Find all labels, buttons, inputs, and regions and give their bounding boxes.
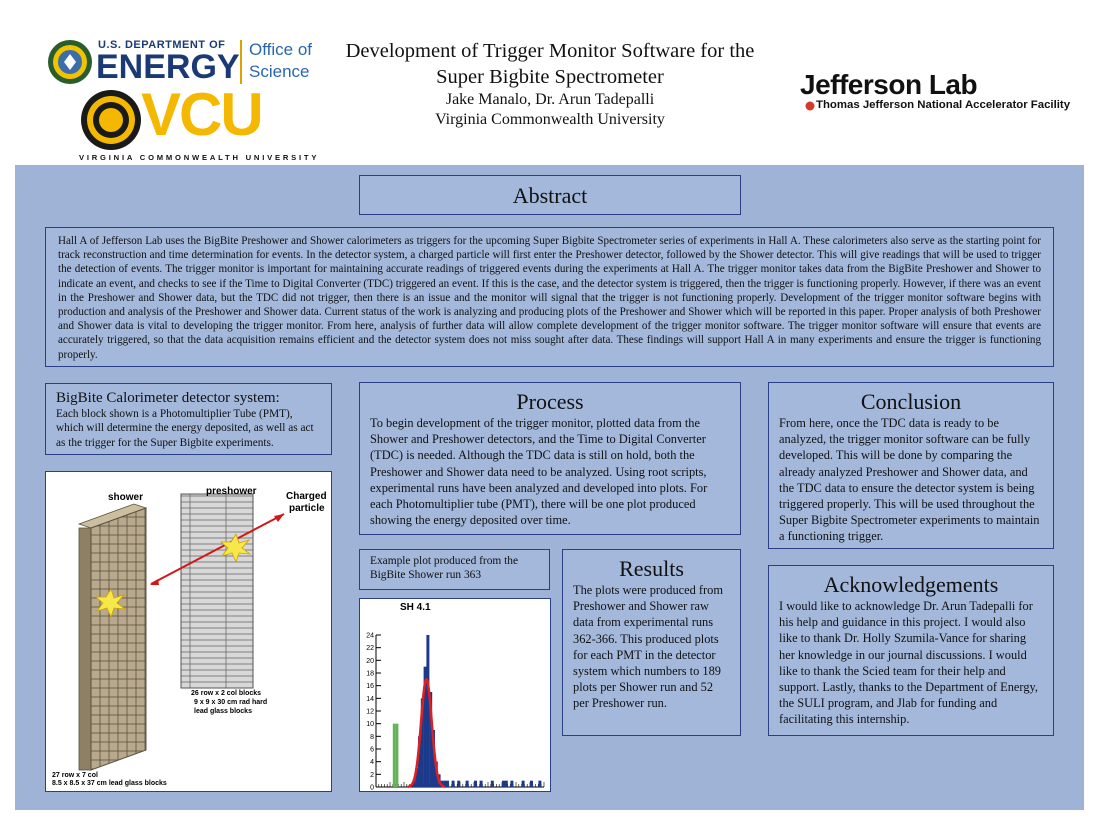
histogram-bar: [474, 781, 477, 787]
y-tick-label: 16: [366, 683, 374, 691]
conclusion-text: From here, once the TDC data is ready to be analyzed, the trigger monitor software can be fully developed. This will be done by comparing the already analyzed Preshower and Shower data, and the TDC data to ensure the detector system is being triggered properly. This will be used throughout the Super Bigbite Spectrometer experiments to maintain a functioning trigger.: [779, 416, 1040, 544]
title-line-1: Development of Trigger Monitor Software for the: [345, 40, 755, 62]
vcu-subtitle: VIRGINIA COMMONWEALTH UNIVERSITY: [79, 153, 320, 162]
chart-container: [359, 598, 551, 792]
y-tick-label: 20: [366, 657, 374, 665]
y-tick-label: 6: [370, 746, 374, 754]
jlab-subtitle: Thomas Jefferson National Accelerator Facility: [816, 99, 1071, 111]
incoming-arrowhead-icon: [274, 514, 284, 522]
histogram-bar: [446, 781, 449, 787]
y-tick-label: 4: [370, 759, 374, 767]
y-tick-label: 10: [366, 721, 374, 729]
histogram-bar: [480, 781, 483, 787]
process-heading: Process: [516, 389, 584, 414]
y-tick-label: 8: [370, 733, 374, 741]
charged-label-1: Charged: [286, 491, 327, 502]
particle-arrowhead-icon: [150, 579, 159, 585]
histogram-bar: [502, 781, 505, 787]
y-tick-label: 14: [366, 695, 374, 703]
histogram-bar: [452, 781, 455, 787]
poster-title: [320, 38, 780, 130]
y-tick-label: 24: [366, 632, 374, 640]
process-box: [359, 382, 741, 535]
histogram-bar: [491, 781, 494, 787]
preshower-label: preshower: [206, 486, 257, 497]
abstract-text: Hall A of Jefferson Lab uses the BigBite Preshower and Shower calorimeters as triggers for the upcoming Super Bigbite Spectrometer series of experiments in Hall A. These calorimeters also serve as the starting point for track reconstruction and time determination for events. In the detector system, a charged particle will first enter the Preshower detector, followed by the Shower detector. This will give readings that will be used to trigger the detection of events. The trigger monitor is important for maintaining accurate readings of triggered events during the experiments at Hall A. The trigger monitor takes data from the BigBite Preshower and Shower to indicate an event, and checks to see if the Time to Digital Converter (TDC) triggered an event. If this is the case, and the detector system is triggered, then the trigger is functioning properly. However, if there was an event in the Preshower and Shower data, but the TDC did not trigger, then there is an issue and the monitor will signal that the trigger is not functioning properly. Development of the trigger monitor software begins with production and analysis of the Preshower and Shower data. Current status of the work is analyzing and producing plots of the Preshower and Shower which will be reported in this paper. Proper analysis of both Preshower and Shower data is vital to developing the trigger monitor. From here, analysis of further data will allow complete development of the trigger monitor software. The trigger monitor software will ensure that events are accurately triggered, so that the data acquisition remains efficient and the detector system does not miss sought after data. These findings will support Hall A in many experiments and ensure the trigger is functioning properly.: [58, 235, 1041, 361]
histogram-bar: [505, 781, 508, 787]
shower-label: shower: [108, 492, 144, 503]
example-caption: Example plot produced from the BigBite Shower run 363: [370, 555, 519, 582]
chart-title: SH 4.1: [400, 602, 431, 613]
conclusion-box: [768, 382, 1054, 549]
authors: Jake Manalo, Dr. Arun Tadepalli: [445, 91, 655, 108]
calorimeter-text: Each block shown is a Photomultiplier Tube (PMT), which will determine the energy deposited, as well as act as the trigger for the Super Bigbite experiments.: [56, 408, 314, 449]
acknowledgements-heading: Acknowledgements: [823, 572, 999, 597]
doe-line1: U.S. DEPARTMENT OF: [98, 39, 226, 51]
acknowledgements-box: [768, 565, 1054, 736]
charged-label-2: particle: [289, 503, 325, 514]
y-tick-label: 22: [366, 645, 374, 653]
office-line2: Science: [249, 62, 310, 81]
preshower-note-1: 26 row x 2 col blocks: [191, 690, 262, 697]
abstract-box: [45, 227, 1054, 367]
shower-note-2: 8.5 x 8.5 x 37 cm lead glass blocks: [52, 780, 167, 787]
affiliation: Virginia Commonwealth University: [435, 111, 665, 128]
y-tick-label: 2: [370, 771, 374, 779]
preshower-block: [181, 494, 253, 688]
doe-line2: ENERGY: [96, 48, 240, 86]
y-tick-label: 18: [366, 670, 374, 678]
preshower-note-2: 9 x 9 x 30 cm rad hard: [194, 699, 268, 706]
vcu-logo: [75, 81, 320, 164]
histogram-chart: [360, 599, 549, 790]
jlab-wordmark: Jefferson Lab: [800, 69, 978, 100]
histogram-bar: [538, 781, 541, 787]
jlab-logo: [800, 70, 1070, 120]
calorimeter-diagram-svg: [46, 472, 330, 790]
shower-front-face: [91, 508, 146, 770]
acknowledgements-text: I would like to acknowledge Dr. Arun Tadepalli for his help and guidance in this project. I would also like to thank Dr. Holly Szumila-Vance for sharing her knowledge in our journal discussions. I would like to thank the Scied team for their help and support. Lastly, thanks to the Department of Energy, the SULI program, and Jlab for funding and facilitating this internship.: [779, 599, 1038, 727]
conclusion-heading: Conclusion: [860, 389, 962, 414]
histogram-bar: [522, 781, 525, 787]
office-line1: Office of: [249, 40, 312, 59]
histogram-bar: [466, 781, 469, 787]
calorimeter-heading: BigBite Calorimeter detector system:: [56, 390, 280, 406]
results-text: The plots were produced from Preshower and Shower raw data from experimental runs 362-366. This produced plots for each PMT in the detector system which numbers to 189 plots per Shower run and 52 per Preshower run.: [573, 583, 724, 711]
shower-note-1: 27 row x 7 col: [52, 772, 98, 779]
vcu-wordmark: VCU: [141, 81, 262, 148]
results-heading: Results: [619, 556, 684, 581]
histogram-bar: [457, 781, 460, 787]
pedestal-bar: [393, 724, 396, 787]
jlab-dot-icon: [805, 101, 815, 111]
results-box: [562, 549, 741, 736]
process-text: To begin development of the trigger monitor, plotted data from the Shower and Preshower detectors, and the Time to Digital Converter (TDC) is needed. Although the TDC data is still on hold, both the Preshower and Shower data need to be analyzed. Using root scripts, experimental runs have been analyzed and developed into plots. For each Photomultiplier tube (PMT), there will be one plot produced showing the energy deposited over time.: [370, 416, 708, 528]
preshower-note-3: lead glass blocks: [194, 708, 252, 715]
abstract-heading: Abstract: [512, 183, 588, 208]
histogram-bar: [510, 781, 513, 787]
shower-side-face: [79, 528, 91, 770]
histogram-bar: [426, 635, 429, 787]
histogram-bar: [530, 781, 533, 787]
example-caption-box: [359, 549, 550, 590]
y-tick-label: 12: [366, 708, 374, 716]
calorimeter-diagram: [45, 471, 332, 792]
abstract-heading-box: [359, 175, 741, 215]
pedestal-bar: [396, 724, 399, 787]
calorimeter-box: [45, 383, 332, 455]
title-line-2: Super Bigbite Spectrometer: [436, 66, 664, 88]
y-tick-label: 0: [370, 784, 374, 790]
